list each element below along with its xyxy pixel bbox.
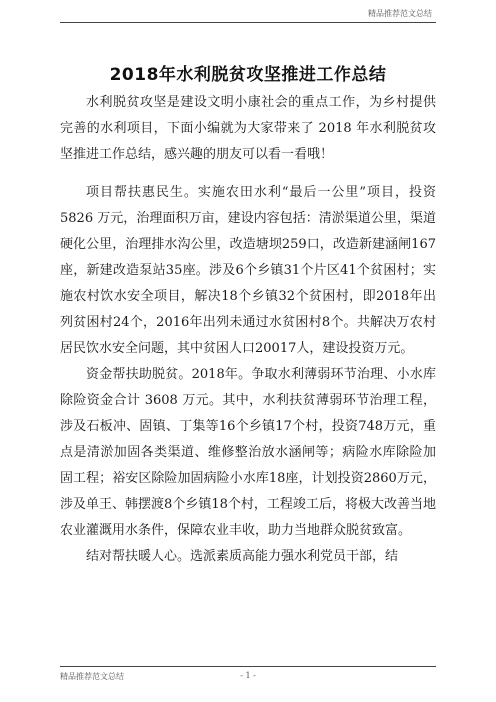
document-body	[60, 90, 436, 570]
header-divider	[60, 22, 436, 23]
footer-divider	[60, 666, 436, 667]
paragraph-pairing-aid: 结对帮扶暖人心。选派素质高能力强水利党员干部，结	[86, 549, 399, 564]
footer-label: 精品推荐范文总结	[60, 672, 124, 681]
document-title: 2018年水利脱贫攻坚推进工作总结	[109, 65, 387, 85]
paragraph-intro: 水利脱贫攻坚是建设文明小康社会的重点工作，为乡村提供完善的水利项目，下面小编就为大家带来了 2018 年水利脱贫攻坚推进工作总结，感兴趣的朋友可以看一看哦！	[60, 95, 436, 162]
paragraph-funding-aid: 资金帮扶助脱贫。2018年。争取水利薄弱环节治理、小水库除险资金合计 3608 万元。其中，水利扶贫薄弱环节治理工程，涉及石板冲、固镇、丁集等16个乡镇17个村，投资748万元，重点是清淤加固各类渠道、维修整治放水涵闸等；病险水库除险加固工程；裕安区除险加固病险小水库18座，计划投资2860万元，涉及单王、韩摆渡8个乡镇18个村，工程竣工后，将极大改善当地农业灌溉用水条件，保障农业丰收，助力当地群众脱贫致富。	[60, 367, 436, 538]
page-number: - 1 -	[240, 671, 256, 680]
header-label: 精品推荐范文总结	[368, 9, 432, 18]
paragraph-project-aid: 项目帮扶惠民生。实施农田水利“最后一公里”项目，投资 5826 万元，治理面积万亩，建设内容包括：清淤渠道公里，渠道硬化公里，治理排水沟公里，改造塘坝259口，改造新建涵闸167座，新建改造泵站35座。涉及6个乡镇31个片区41个贫困村；实施农村饮水安全项目，解决18个乡镇32个贫困村，即2018年出列贫困村24个，2016年出列未通过水贫困村8个。共解决万农村居民饮水安全问题，其中贫困人口20017人，建设投资万元。	[60, 185, 436, 356]
